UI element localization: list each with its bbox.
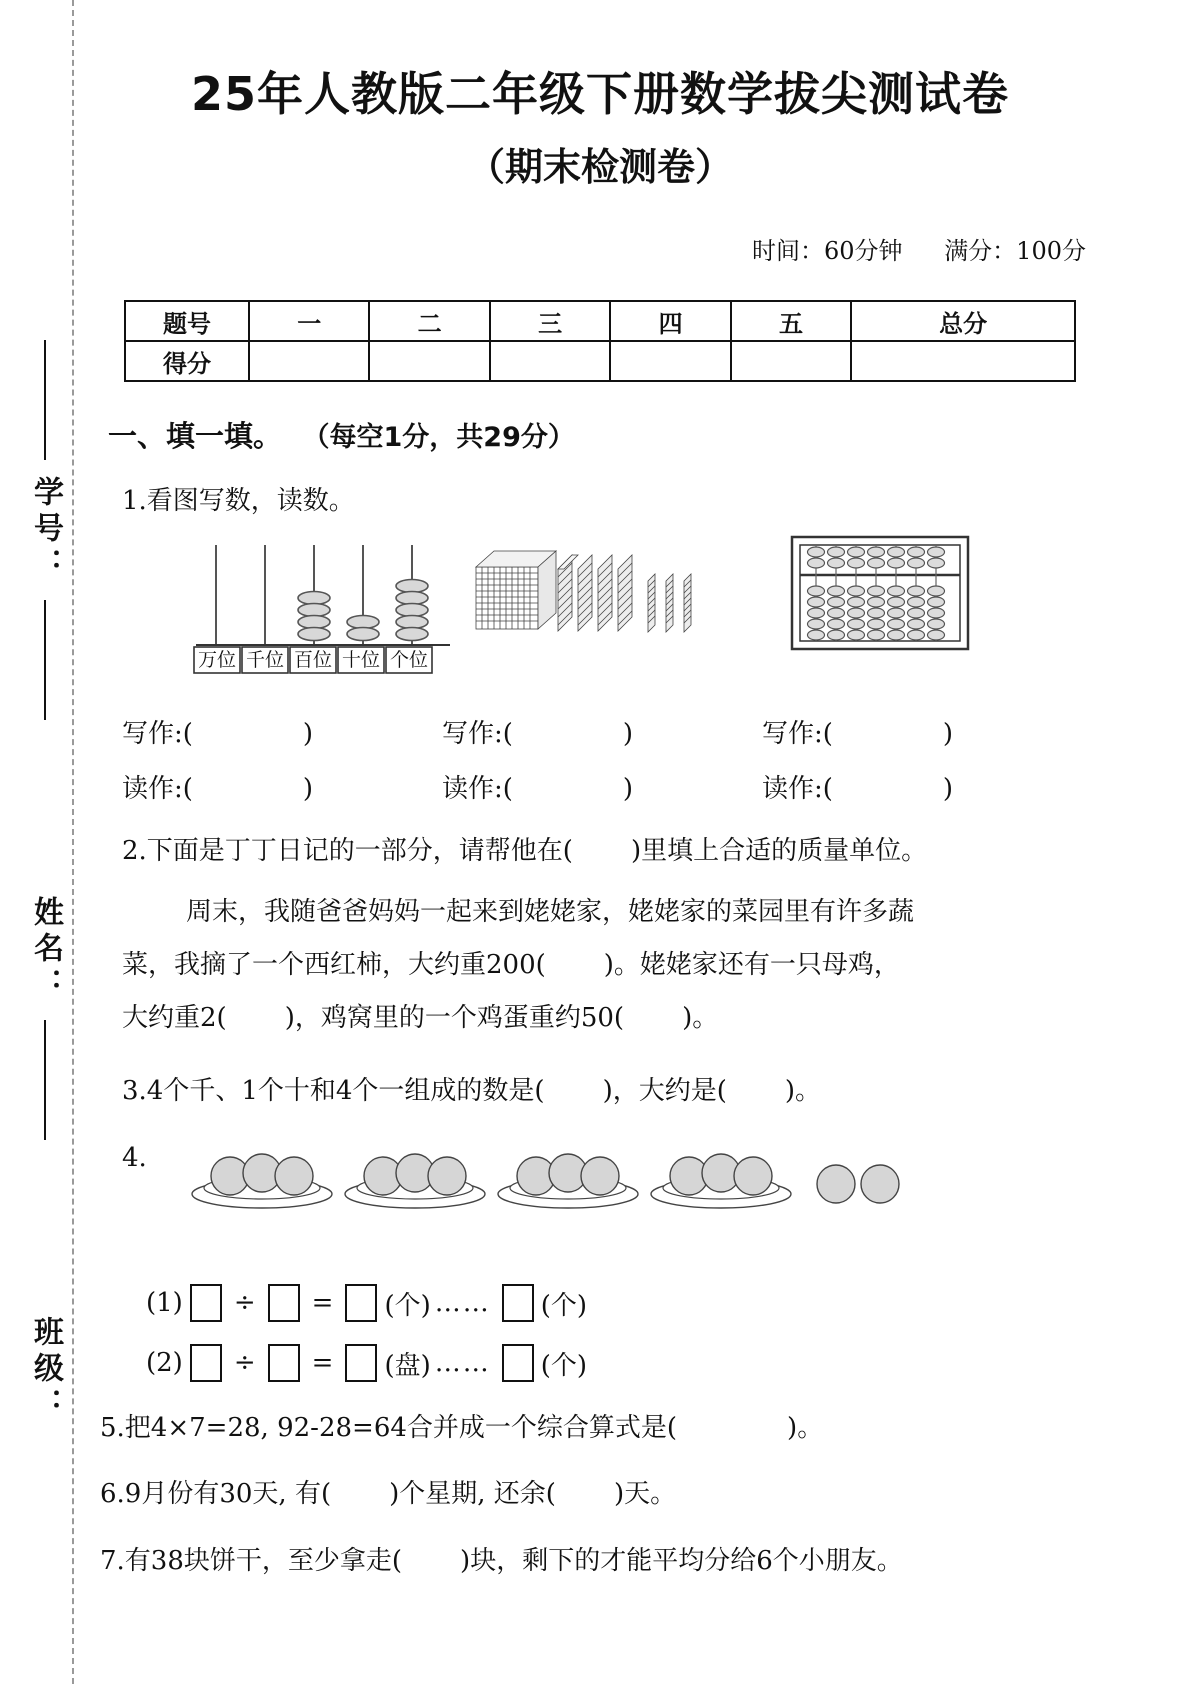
question-1-read-row <box>122 768 1100 805</box>
eq2-equals-sign: = <box>311 1348 334 1379</box>
write-answer-1[interactable] <box>122 713 442 750</box>
eq2-label: (2) <box>146 1348 183 1379</box>
score-col-5: 五 <box>731 301 851 341</box>
eq1-box-quotient[interactable] <box>345 1284 377 1322</box>
write-close: ) <box>302 719 314 750</box>
score-cell-4[interactable] <box>610 341 730 381</box>
side-label-student-id <box>23 340 67 720</box>
place-value-label-wan: 万位 <box>197 649 237 672</box>
write-answer-3[interactable] <box>762 713 1082 750</box>
score-table <box>124 300 1076 382</box>
read-answer-1[interactable] <box>122 768 442 805</box>
question-1-text: 1.看图写数，读数。 <box>122 486 355 516</box>
place-value-counter-icon <box>192 537 457 687</box>
abacus-icon <box>790 535 970 655</box>
score-row-label: 得分 <box>125 341 249 381</box>
oranges-on-plates-icon <box>190 1140 950 1220</box>
read-label: 读作:( <box>122 774 193 805</box>
question-7-part-a: 7.有38块饼干，至少拿走( <box>100 1545 403 1576</box>
read-close: ) <box>942 774 954 805</box>
eq1-box-divisor[interactable] <box>268 1284 300 1322</box>
side-divider-top <box>44 340 46 460</box>
exam-page <box>100 0 1100 1684</box>
section-1-points: （每空1分，共29分） <box>316 422 575 453</box>
question-6-part-a: 6.9月份有30天, 有( <box>100 1479 332 1510</box>
fold-dashed-line <box>72 0 74 1684</box>
score-cell-1[interactable] <box>249 341 369 381</box>
question-1-write-row <box>122 713 1100 750</box>
eq2-box-remainder[interactable] <box>502 1344 534 1382</box>
place-value-label-qian: 千位 <box>245 649 285 672</box>
eq1-unit-2: (个) <box>540 1290 588 1321</box>
write-label: 写作:( <box>762 719 833 750</box>
question-7-text <box>100 1541 1100 1581</box>
side-label-text: 学号： <box>28 476 63 584</box>
section-1-heading <box>108 414 1100 455</box>
eq1-remainder-dots: …… <box>434 1288 491 1319</box>
question-4-equation-2 <box>146 1344 1100 1382</box>
question-4-equation-1 <box>146 1284 1100 1322</box>
question-2-text <box>122 831 1100 871</box>
question-4-number: 4. <box>122 1142 147 1173</box>
eq2-box-quotient[interactable] <box>345 1344 377 1382</box>
side-label-text: 姓名： <box>28 896 63 1004</box>
question-2-part-b: )里填上合适的质量单位。 <box>630 836 928 867</box>
write-label: 写作:( <box>442 719 513 750</box>
question-6-part-c: )天。 <box>613 1479 677 1510</box>
score-col-4: 四 <box>610 301 730 341</box>
eq1-divide-sign: ÷ <box>233 1288 256 1319</box>
score-col-1: 一 <box>249 301 369 341</box>
side-divider-bottom <box>44 1020 46 1140</box>
eq2-remainder-dots: …… <box>434 1348 491 1379</box>
diary-line-2a: 菜，我摘了一个西红柿，大约重200( <box>122 949 546 980</box>
page-title: 25年人教版二年级下册数学拔尖测试卷 <box>190 67 1009 121</box>
score-cell-2[interactable] <box>369 341 489 381</box>
score-cell-5[interactable] <box>731 341 851 381</box>
place-value-label-bai: 百位 <box>293 649 333 672</box>
question-5-part-b: )。 <box>787 1413 824 1444</box>
side-label-column <box>18 340 72 1440</box>
score-col-2: 二 <box>369 301 489 341</box>
eq2-unit-2: (个) <box>540 1350 588 1381</box>
base-ten-blocks-icon <box>472 541 717 651</box>
write-label: 写作:( <box>122 719 193 750</box>
question-6-text <box>100 1474 1100 1514</box>
score-cell-3[interactable] <box>490 341 610 381</box>
table-row-scores <box>125 341 1075 381</box>
diary-line-3 <box>122 992 1100 1045</box>
eq1-unit-1: (个) <box>384 1290 431 1321</box>
read-close: ) <box>302 774 314 805</box>
question-5-part-a: 5.把4×7=28, 92-28=64合并成一个综合算式是( <box>100 1413 678 1444</box>
exam-meta <box>100 231 1100 266</box>
exam-time: 时间：60分钟 <box>752 237 903 265</box>
exam-full-score: 满分：100分 <box>944 237 1086 265</box>
side-label-name <box>23 880 67 1140</box>
question-7-part-b: )块，剩下的才能平均分给6个小朋友。 <box>460 1545 903 1576</box>
eq2-unit-1: (盘) <box>384 1350 431 1381</box>
question-2-part-a: 2.下面是丁丁日记的一部分，请帮他在( <box>122 836 573 867</box>
diary-line-2 <box>122 939 1100 992</box>
score-row-label: 题号 <box>125 301 249 341</box>
diary-line-2b: )。姥姥家还有一只母鸡， <box>603 949 900 980</box>
question-2-diary <box>122 886 1100 1046</box>
diary-line-3a: 大约重2( <box>122 1003 227 1034</box>
page-subtitle: （期末检测卷） <box>466 145 733 189</box>
question-3-part-a: 3.4个千、1个十和4个一组成的数是( <box>122 1076 545 1107</box>
eq2-divide-sign: ÷ <box>233 1348 256 1379</box>
place-value-label-ge: 个位 <box>389 649 429 672</box>
score-col-3: 三 <box>490 301 610 341</box>
write-close: ) <box>622 719 634 750</box>
diary-line-1 <box>122 886 1100 939</box>
question-1-figure <box>100 535 1100 695</box>
diary-line-1-text: 周末，我随爸爸妈妈一起来到姥姥家，姥姥家的菜园里有许多蔬 <box>186 896 915 927</box>
diary-line-3b: )，鸡窝里的一个鸡蛋重约50( <box>284 1003 625 1034</box>
question-4-figure <box>100 1184 1100 1262</box>
question-3-part-b: )，大约是( <box>602 1076 727 1107</box>
question-3-text <box>122 1071 1100 1111</box>
eq1-box-remainder[interactable] <box>502 1284 534 1322</box>
read-answer-3[interactable] <box>762 768 1082 805</box>
eq2-box-dividend[interactable] <box>190 1344 222 1382</box>
write-answer-2[interactable] <box>442 713 762 750</box>
side-divider-bottom <box>44 600 46 720</box>
score-cell-total[interactable] <box>851 341 1075 381</box>
question-6-part-b: )个星期, 还余( <box>389 1479 556 1510</box>
diary-line-3c: )。 <box>682 1003 719 1034</box>
read-answer-2[interactable] <box>442 768 762 805</box>
read-label: 读作:( <box>442 774 513 805</box>
score-col-total: 总分 <box>851 301 1075 341</box>
section-1-title: 一、填一填。 <box>108 419 283 453</box>
eq1-equals-sign: = <box>311 1288 334 1319</box>
eq2-box-divisor[interactable] <box>268 1344 300 1382</box>
side-label-text: 班级： <box>28 1316 63 1424</box>
table-row-question-numbers <box>125 301 1075 341</box>
question-5-text <box>100 1408 1100 1448</box>
eq1-box-dividend[interactable] <box>190 1284 222 1322</box>
side-label-class <box>23 1300 67 1440</box>
question-3-part-c: )。 <box>784 1076 822 1107</box>
write-close: ) <box>942 719 954 750</box>
eq1-label: (1) <box>146 1288 183 1319</box>
read-label: 读作:( <box>762 774 833 805</box>
read-close: ) <box>622 774 634 805</box>
place-value-label-shi: 十位 <box>341 649 381 672</box>
